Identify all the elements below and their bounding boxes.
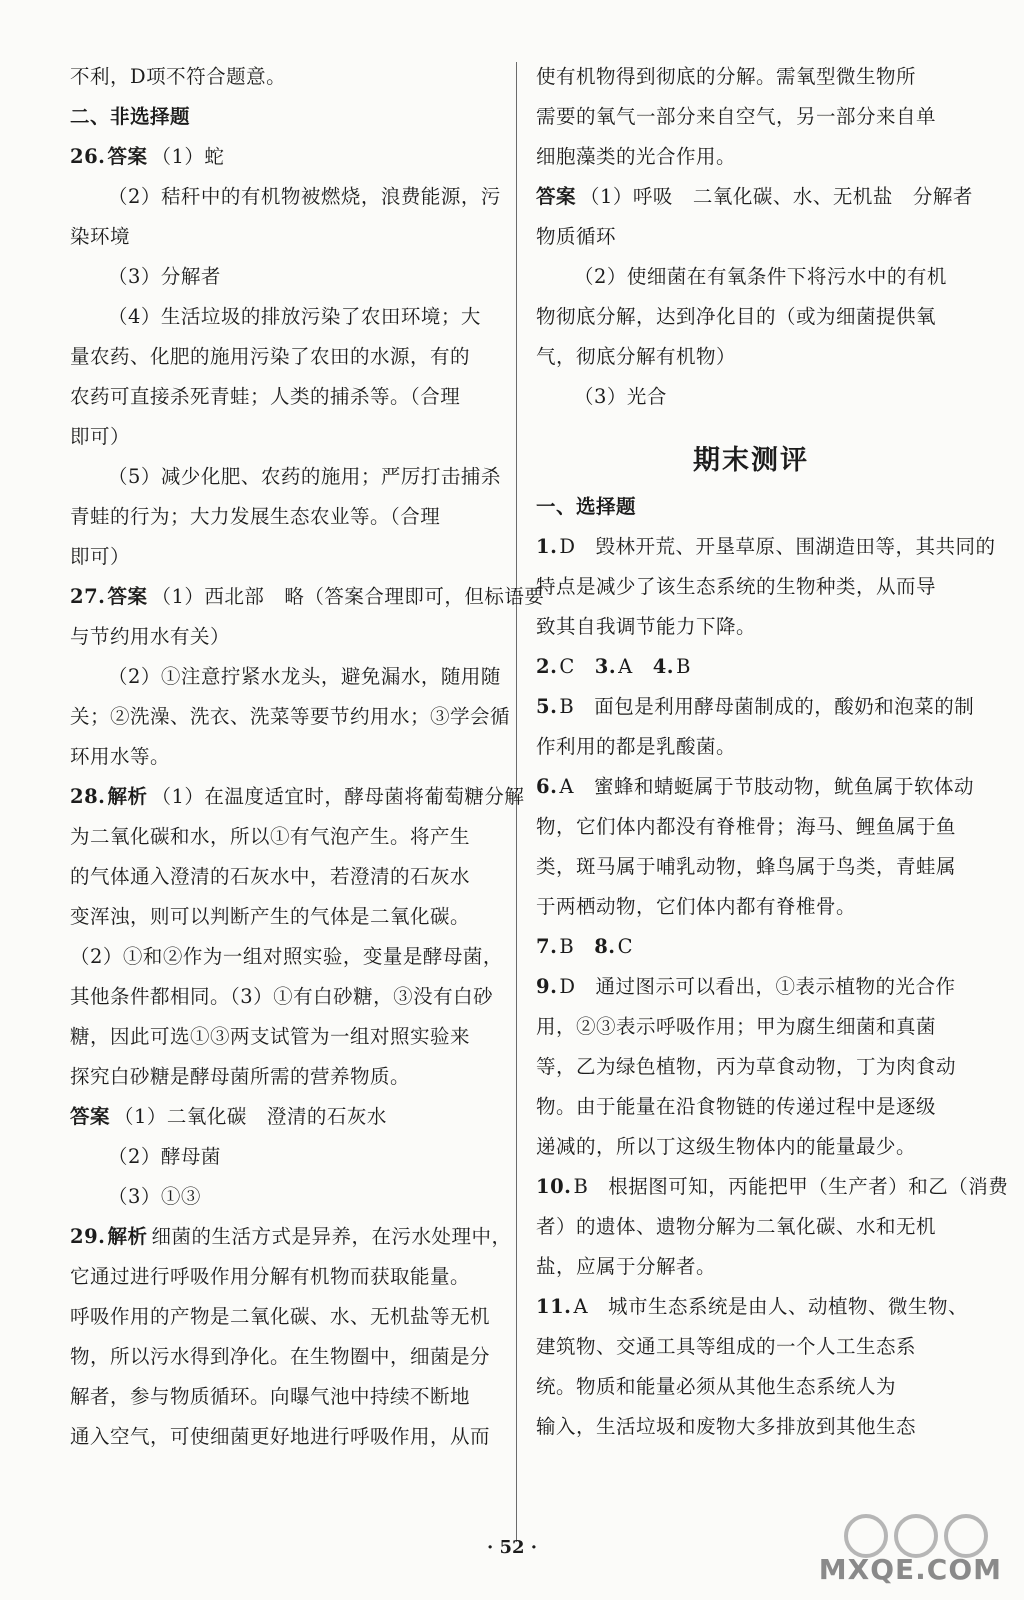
text-line bbox=[536, 732, 966, 772]
text-segment: 用，②③表示呼吸作用；甲为腐生细菌和真菌 bbox=[536, 1015, 937, 1038]
text-segment: C bbox=[559, 655, 595, 678]
text-line bbox=[70, 62, 500, 102]
text-line bbox=[70, 102, 500, 142]
text-segment: C bbox=[617, 935, 633, 958]
text-segment: D 毁林开荒、开垦草原、围湖造田等，其共同的 bbox=[559, 535, 996, 558]
question-number: 5. bbox=[536, 695, 558, 718]
text-line bbox=[70, 1102, 500, 1142]
text-segment: （2）秸秆中的有机物被燃烧，浪费能源，污 bbox=[108, 185, 501, 208]
text-line bbox=[70, 902, 500, 942]
text-segment: 解者，参与物质循环。向曝气池中持续不断地 bbox=[70, 1385, 471, 1408]
text-line bbox=[536, 62, 966, 102]
text-line bbox=[536, 1412, 966, 1452]
text-line bbox=[70, 382, 500, 422]
text-segment: （1）二氧化碳 澄清的石灰水 bbox=[114, 1105, 387, 1128]
text-line bbox=[70, 1342, 500, 1382]
text-line bbox=[70, 1062, 500, 1102]
text-line bbox=[536, 492, 966, 532]
text-segment: 输入，生活垃圾和废物大多排放到其他生态 bbox=[536, 1415, 917, 1438]
answer-label: 解析 bbox=[107, 1225, 148, 1248]
question-number: 1. bbox=[536, 535, 558, 558]
text-line bbox=[536, 772, 974, 812]
section-heading: 二、非选择题 bbox=[70, 105, 191, 128]
text-segment: （2）酵母菌 bbox=[108, 1145, 221, 1168]
text-line bbox=[70, 142, 500, 182]
text-line bbox=[70, 342, 500, 382]
text-segment: B bbox=[676, 655, 691, 678]
text-line bbox=[70, 862, 500, 902]
text-line bbox=[536, 612, 966, 652]
text-line bbox=[70, 702, 511, 742]
text-line bbox=[70, 462, 500, 502]
right-column bbox=[536, 62, 1009, 1452]
text-segment: B bbox=[559, 935, 595, 958]
question-number: 10. bbox=[536, 1175, 572, 1198]
text-segment: 需要的氧气一部分来自空气，另一部分来自单 bbox=[536, 105, 937, 128]
answer-label: 答案 bbox=[536, 185, 577, 208]
text-segment: （3）光合 bbox=[574, 385, 667, 408]
left-column bbox=[70, 62, 545, 1462]
text-line bbox=[70, 222, 500, 262]
text-segment: 物，所以污水得到净化。在生物圈中，细菌是分 bbox=[70, 1345, 491, 1368]
text-line bbox=[536, 852, 966, 892]
text-line bbox=[536, 892, 966, 932]
text-segment: A 蜜蜂和蜻蜓属于节肢动物，鱿鱼属于软体动 bbox=[559, 775, 974, 798]
section-title: 期末测评 bbox=[693, 445, 809, 476]
text-segment: 递减的，所以丁这级生物体内的能量最少。 bbox=[536, 1135, 917, 1158]
text-line bbox=[70, 982, 500, 1022]
question-number: 29. bbox=[70, 1225, 106, 1248]
text-line bbox=[70, 1022, 500, 1062]
text-segment: 盐，应属于分解者。 bbox=[536, 1255, 717, 1278]
text-line bbox=[70, 1302, 500, 1342]
text-segment: （1）西北部 略（答案合理即可，但标语要 bbox=[151, 585, 545, 608]
answer-label: 答案 bbox=[107, 585, 148, 608]
text-line bbox=[536, 1372, 966, 1412]
text-line bbox=[70, 622, 500, 662]
text-segment: 为二氧化碳和水，所以①有气泡产生。将产生 bbox=[70, 825, 471, 848]
question-number: 4. bbox=[652, 655, 675, 678]
text-segment: （1）在温度适宜时，酵母菌将葡萄糖分解 bbox=[151, 785, 525, 808]
text-line bbox=[536, 1212, 966, 1252]
text-segment: 探究白砂糖是酵母菌所需的营养物质。 bbox=[70, 1065, 411, 1088]
text-line bbox=[70, 662, 500, 702]
text-line bbox=[536, 1252, 966, 1292]
text-line bbox=[536, 652, 966, 692]
text-segment: （4）生活垃圾的排放污染了农田环境；大 bbox=[108, 305, 481, 328]
text-segment: 通入空气，可使细菌更好地进行呼吸作用，从而 bbox=[70, 1425, 491, 1448]
text-segment: 者）的遗体、遗物分解为二氧化碳、水和无机 bbox=[536, 1215, 937, 1238]
right-column-bottom-text bbox=[536, 492, 1009, 1452]
text-line bbox=[536, 262, 966, 302]
text-line bbox=[70, 1382, 500, 1422]
text-segment: 使有机物得到彻底的分解。需氧型微生物所 bbox=[536, 65, 917, 88]
text-line bbox=[70, 1422, 500, 1462]
text-segment: 物彻底分解，达到净化目的（或为细菌提供氧 bbox=[536, 305, 937, 328]
text-line bbox=[536, 302, 966, 342]
text-segment: 物，它们体内都没有脊椎骨；海马、鲤鱼属于鱼 bbox=[536, 815, 957, 838]
question-number: 26. bbox=[70, 145, 106, 168]
text-segment: 其他条件都相同。（3）①有白砂糖，③没有白砂 bbox=[70, 985, 494, 1008]
text-line bbox=[536, 1092, 966, 1132]
text-line bbox=[536, 532, 996, 572]
text-line bbox=[70, 422, 500, 462]
text-segment: 细菌的生活方式是异养，在污水处理中， bbox=[151, 1225, 512, 1248]
text-segment: 细胞藻类的光合作用。 bbox=[536, 145, 737, 168]
text-line bbox=[70, 542, 500, 582]
text-segment: 特点是减少了该生态系统的生物种类，从而导 bbox=[536, 575, 937, 598]
text-segment: 农药可直接杀死青蛙；人类的捕杀等。（合理 bbox=[70, 385, 461, 408]
text-segment: 气，彻底分解有机物） bbox=[536, 345, 737, 368]
answer-label: 答案 bbox=[70, 1105, 111, 1128]
text-line bbox=[70, 1182, 500, 1222]
text-line bbox=[70, 302, 500, 342]
text-segment: （1）蛇 bbox=[151, 145, 225, 168]
text-line bbox=[70, 942, 503, 982]
text-segment: 于两栖动物，它们体内都有脊椎骨。 bbox=[536, 895, 857, 918]
text-line bbox=[536, 222, 966, 262]
question-number: 9. bbox=[536, 975, 558, 998]
question-number: 28. bbox=[70, 785, 106, 808]
text-line bbox=[536, 382, 966, 422]
page-number: · 52 · bbox=[486, 1537, 538, 1558]
answer-label: 解析 bbox=[107, 785, 148, 808]
text-segment: 等，乙为绿色植物，丙为草食动物，丁为肉食动 bbox=[536, 1055, 957, 1078]
text-segment: （2）使细菌在有氧条件下将污水中的有机 bbox=[574, 265, 947, 288]
text-segment: 染环境 bbox=[70, 225, 131, 248]
text-line bbox=[536, 1332, 966, 1372]
text-segment: 量农药、化肥的施用污染了农田的水源，有的 bbox=[70, 345, 471, 368]
text-segment: 糖，因此可选①③两支试管为一组对照实验来 bbox=[70, 1025, 471, 1048]
text-line bbox=[70, 582, 545, 622]
text-line bbox=[536, 182, 973, 222]
text-segment: （2）①注意拧紧水龙头，避免漏水，随用随 bbox=[108, 665, 501, 688]
text-segment: 关；②洗澡、洗衣、洗菜等要节约用水；③学会循 bbox=[70, 705, 511, 728]
text-line bbox=[536, 1292, 969, 1332]
text-line bbox=[536, 932, 966, 972]
text-segment: 物。由于能量在沿食物链的传递过程中是逐级 bbox=[536, 1095, 937, 1118]
text-line bbox=[536, 1012, 966, 1052]
question-number: 27. bbox=[70, 585, 106, 608]
text-segment: 变浑浊，则可以判断产生的气体是二氧化碳。 bbox=[70, 905, 471, 928]
text-segment: （2）①和②作为一组对照实验，变量是酵母菌， bbox=[70, 945, 503, 968]
watermark-url: MXQE.COM bbox=[818, 1553, 1002, 1586]
text-segment: 致其自我调节能力下降。 bbox=[536, 615, 757, 638]
text-line bbox=[70, 742, 500, 782]
text-segment: 类，斑马属于哺乳动物，蜂鸟属于鸟类，青蛙属 bbox=[536, 855, 957, 878]
text-segment: （3）分解者 bbox=[108, 265, 221, 288]
text-line bbox=[536, 1172, 1009, 1212]
text-segment: 环用水等。 bbox=[70, 745, 171, 768]
text-line bbox=[70, 262, 500, 302]
question-number: 2. bbox=[536, 655, 558, 678]
answer-label: 答案 bbox=[107, 145, 148, 168]
text-segment: 不利，D项不符合题意。 bbox=[70, 65, 287, 88]
text-line bbox=[536, 972, 966, 1012]
text-segment: D 通过图示可以看出，①表示植物的光合作 bbox=[559, 975, 956, 998]
text-segment: 统。物质和能量必须从其他生态系统人为 bbox=[536, 1375, 897, 1398]
text-line bbox=[536, 1132, 966, 1172]
text-segment: （1）呼吸 二氧化碳、水、无机盐 分解者 bbox=[580, 185, 973, 208]
question-number: 8. bbox=[594, 935, 616, 958]
text-line bbox=[536, 142, 966, 182]
text-segment: 它通过进行呼吸作用分解有机物而获取能量。 bbox=[70, 1265, 471, 1288]
text-segment: （5）减少化肥、农药的施用；严厉打击捕杀 bbox=[108, 465, 501, 488]
text-line bbox=[536, 1052, 966, 1092]
question-number: 11. bbox=[536, 1295, 572, 1318]
question-number: 6. bbox=[536, 775, 558, 798]
text-segment: 作利用的都是乳酸菌。 bbox=[536, 735, 737, 758]
text-segment: （3）①③ bbox=[108, 1185, 201, 1208]
text-segment: 与节约用水有关） bbox=[70, 625, 231, 648]
text-line bbox=[70, 182, 500, 222]
text-segment: 物质循环 bbox=[536, 225, 617, 248]
question-number: 7. bbox=[536, 935, 558, 958]
text-line bbox=[536, 342, 966, 382]
text-line bbox=[536, 812, 966, 852]
right-column-top-text bbox=[536, 62, 973, 422]
text-segment: 呼吸作用的产物是二氧化碳、水、无机盐等无机 bbox=[70, 1305, 491, 1328]
text-line bbox=[536, 102, 966, 142]
text-segment: B 面包是利用酵母菌制成的，酸奶和泡菜的制 bbox=[559, 695, 975, 718]
text-line bbox=[70, 502, 500, 542]
text-segment: A 城市生态系统是由人、动植物、微生物、 bbox=[573, 1295, 969, 1318]
text-line bbox=[70, 1142, 500, 1182]
text-segment: 建筑物、交通工具等组成的一个人工生态系 bbox=[536, 1335, 917, 1358]
text-segment: 即可） bbox=[70, 425, 131, 448]
text-segment: B 根据图可知，丙能把甲（生产者）和乙（消费 bbox=[573, 1175, 1009, 1198]
text-line bbox=[70, 1222, 512, 1262]
text-line bbox=[536, 692, 975, 732]
text-segment: 即可） bbox=[70, 545, 131, 568]
text-segment: A bbox=[618, 655, 653, 678]
text-line bbox=[70, 782, 525, 822]
text-segment: 的气体通入澄清的石灰水中，若澄清的石灰水 bbox=[70, 865, 471, 888]
text-line bbox=[536, 572, 966, 612]
text-segment: 青蛙的行为；大力发展生态农业等。（合理 bbox=[70, 505, 441, 528]
section-heading: 一、选择题 bbox=[536, 495, 637, 518]
question-number: 3. bbox=[594, 655, 617, 678]
text-line bbox=[70, 822, 500, 862]
text-line bbox=[70, 1262, 500, 1302]
